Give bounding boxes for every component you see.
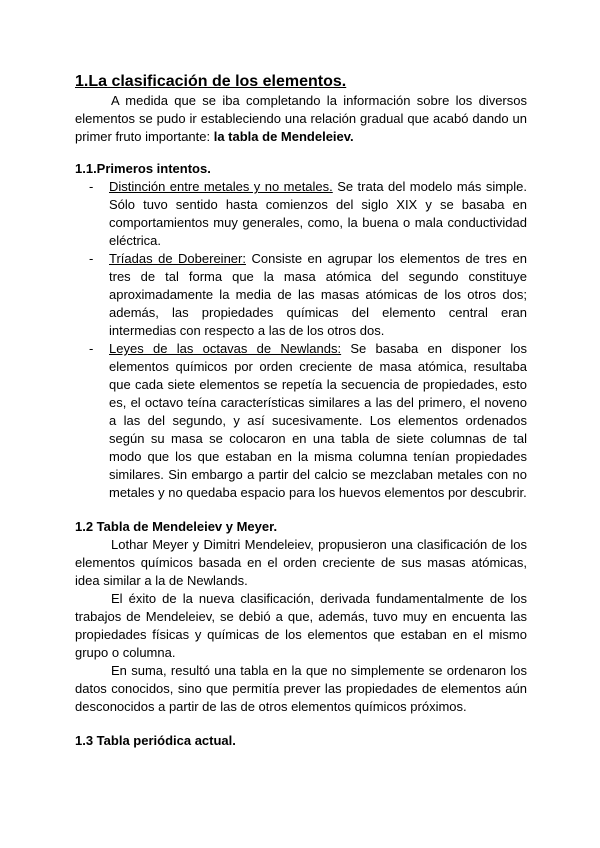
paragraph: En suma, resultó una tabla en la que no simplemente se ordenaron los datos conocidos, sino que permitía prever las propiedades de elementos aún desconocidos a partir de las de otros elementos químicos próximos. (75, 663, 527, 714)
list-item-text: Consiste en agrupar los elementos de tres en tres de tal forma que la masa atómica del segundo constituye aproximadamente la media de las masas atómicas de los otros dos; además, las propiedades químicas del elemento central eran intermedias con respecto a las de los otros dos. (109, 251, 528, 338)
main-heading: 1.La clasificación de los elementos. (75, 73, 347, 90)
list-item-text: Se basaba en disponer los elementos químicos por orden creciente de masa atómica, resultaba que cada siete elementos se repetía la secuencia de propiedades, esto es, el octavo teína características similares a las del primero, el noveno a las del segundo, y así sucesivamente. Los elementos ordenados según su masa se colocaron en una tabla de siete columnas de tal modo que los que estaban en la misma columna tenían propiedades similares. Sin embargo a partir del calcio se mezclaban metales con no metales y no quedaba espacio para los huevos elementos por descubrir. (109, 341, 527, 500)
early-attempts-list (75, 178, 527, 502)
list-item (75, 250, 527, 340)
list-dash: - (89, 251, 94, 266)
section-3-heading: 1.3 Tabla periódica actual. (75, 733, 236, 748)
list-dash: - (89, 179, 94, 194)
list-dash: - (89, 341, 94, 356)
paragraph: El éxito de la nueva clasificación, derivada fundamentalmente de los trabajos de Mendeleiev, se debió a que, además, tuvo muy en encuenta las propiedades físicas y químicas de los elementos que estaban en el mismo grupo o columna. (75, 591, 527, 660)
list-item-term: Leyes de las octavas de Newlands: (109, 341, 342, 356)
paragraph: Lothar Meyer y Dimitri Mendeleiev, propusieron una clasificación de los elementos químicos basada en el orden creciente de sus masas atómicas, idea similar a la de Newlands. (75, 537, 527, 588)
list-item (75, 178, 527, 250)
intro-paragraph (75, 92, 527, 146)
list-item-term: Distinción entre metales y no metales. (109, 179, 333, 194)
list-item-text: Se trata del modelo más simple. Sólo tuvo sentido hasta comienzos del siglo XIX y se basaba en comportamientos muy generales, como, la buena o mala conductividad eléctrica. (109, 179, 527, 248)
list-item-term: Tríadas de Dobereiner: (109, 251, 246, 266)
section-1-heading: 1.1.Primeros intentos. (75, 161, 211, 176)
list-item (75, 340, 527, 502)
intro-text: A medida que se iba completando la información sobre los diversos elementos se pudo ir estableciendo una relación gradual que acabó dando un primer fruto importante: (75, 93, 527, 144)
intro-bold-text: la tabla de Mendeleiev. (213, 129, 354, 144)
section-2-heading: 1.2 Tabla de Mendeleiev y Meyer. (75, 519, 278, 534)
document-content (75, 72, 527, 750)
